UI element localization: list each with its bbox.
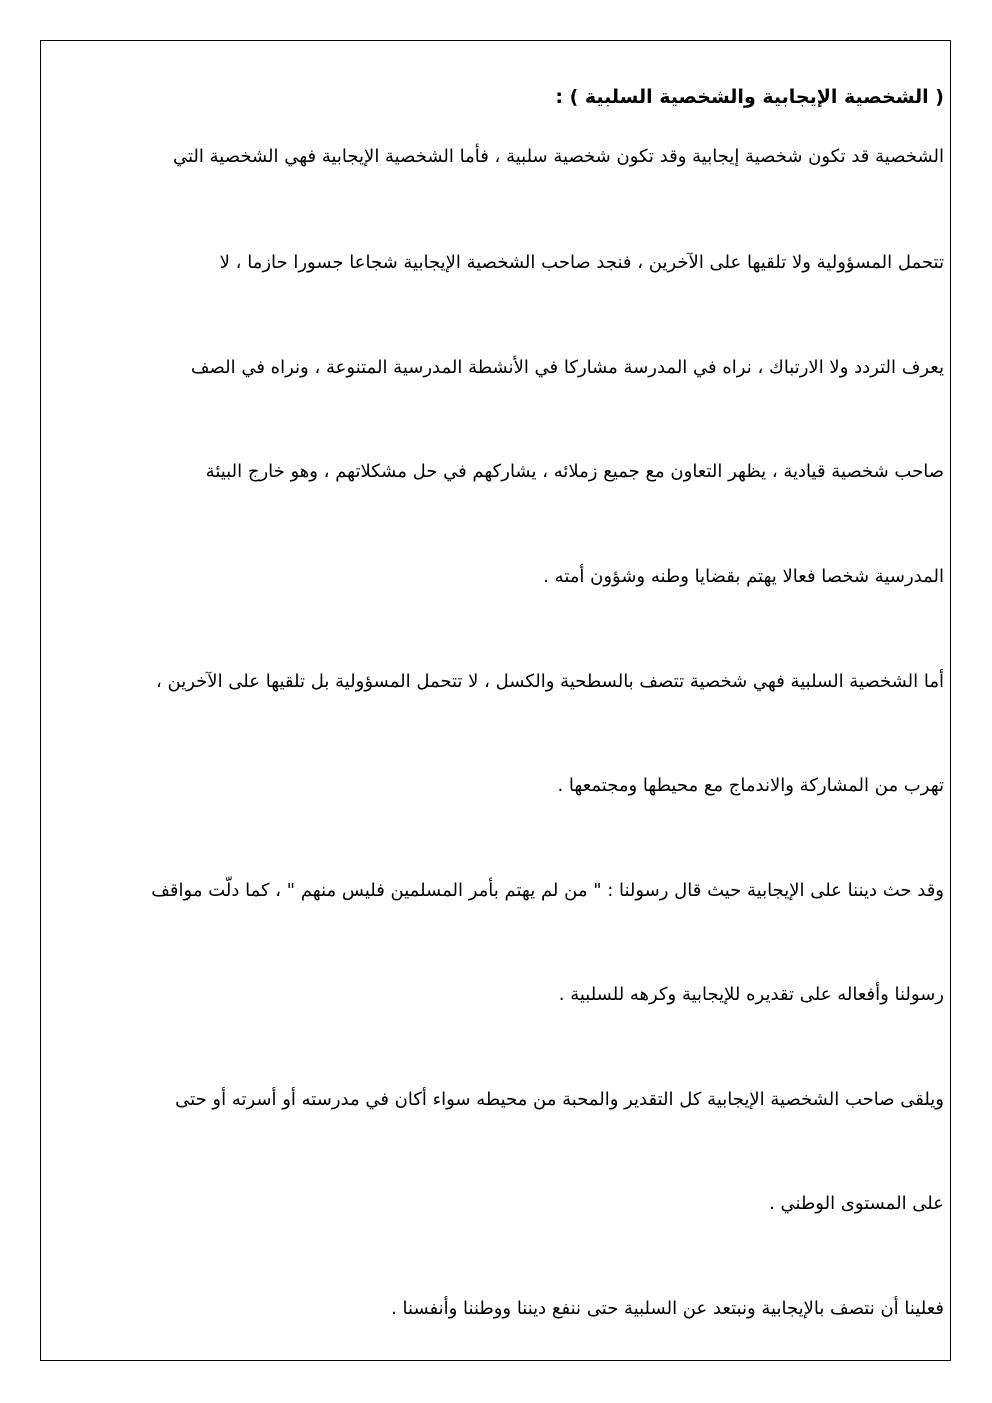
text-line: يعرف التردد ولا الارتباك ، نراه في المدرسة مشاركا في الأنشطة المدرسية المتنوعة ، ونراه في الصف (190, 357, 944, 378)
text-line: الشخصية قد تكون شخصية إيجابية وقد تكون شخصية سلبية ، فأما الشخصية الإيجابية فهي الشخصية التي (173, 146, 944, 167)
text-line: المدرسية شخصا فعالا يهتم بقضايا وطنه وشؤون أمته . (543, 566, 944, 587)
text-line: صاحب شخصية قيادية ، يظهر التعاون مع جميع زملائه ، يشاركهم في حل مشكلاتهم ، وهو خارج البيئة (205, 461, 944, 482)
document-title: ( الشخصية الإيجابية والشخصية السلبية ) : (555, 86, 944, 108)
text-line: أما الشخصية السلبية فهي شخصية تتصف بالسطحية والكسل ، لا تتحمل المسؤولية بل تلقيها على الآخرين ، (156, 671, 944, 692)
text-line: تتحمل المسؤولية ولا تلقيها على الآخرين ، فنجد صاحب الشخصية الإيجابية شجاعا جسورا حازما ، لا (219, 252, 944, 273)
text-line: ويلقى صاحب الشخصية الإيجابية كل التقدير والمحبة من محيطه سواء أكان في مدرسته أو أسرته أو حتى (175, 1089, 944, 1110)
text-line: على المستوى الوطني . (769, 1193, 944, 1214)
text-line: فعلينا أن نتصف بالإيجابية ونبتعد عن السلبية حتى ننفع ديننا ووطننا وأنفسنا . (391, 1298, 944, 1319)
text-line: تهرب من المشاركة والاندماج مع محيطها ومجتمعها . (557, 775, 944, 796)
text-line: رسولنا وأفعاله على تقديره للإيجابية وكرهه للسلبية . (558, 984, 944, 1005)
text-line: وقد حث ديننا على الإيجابية حيث قال رسولنا : " من لم يهتم بأمر المسلمين فليس منهم " ، كما دلّت مواقف (151, 880, 944, 901)
page-border (40, 40, 951, 1361)
